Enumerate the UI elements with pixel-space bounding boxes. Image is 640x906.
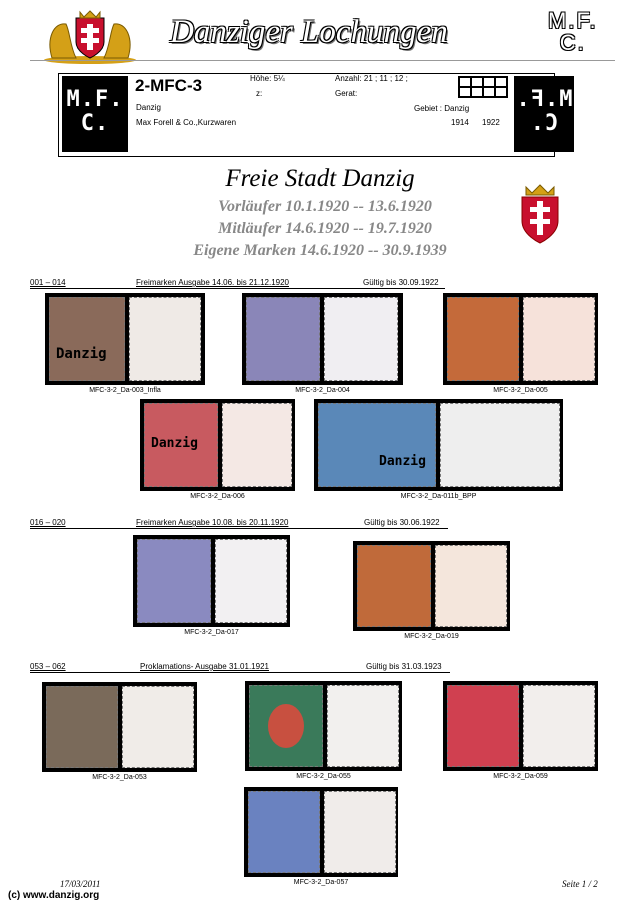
- caption-059: MFC-3-2_Da-059: [493, 773, 548, 780]
- section-2-desc: Freimarken Ausgabe 10.08. bis 20.11.1920: [136, 518, 289, 527]
- stamp-back: [324, 791, 396, 873]
- company-field: Max Forell & Co.,Kurzwaren: [136, 118, 237, 127]
- stamp-card-019: [353, 541, 510, 631]
- year-from: 1914: [451, 118, 469, 127]
- stamp-back: [324, 297, 398, 381]
- caption-057: MFC-3-2_Da-057: [293, 879, 349, 886]
- stamp-front: [357, 545, 431, 627]
- stamp-card-011b: [314, 399, 563, 491]
- header-perfin-mark: M.F. C.: [548, 8, 598, 55]
- section-2-valid: Gültig bis 30.06.1922: [364, 518, 440, 527]
- stamp-front: [49, 297, 125, 381]
- caption-006: MFC-3-2_Da-006: [190, 493, 245, 500]
- period-own-stamps: Eigene Marken 14.6.1920 -- 30.9.1939: [193, 242, 447, 259]
- section-1-rule: [30, 288, 445, 289]
- region-field: Gebiet : Danzig: [414, 104, 470, 113]
- period-concurrent: Mitläufer 14.6.1920 -- 19.7.1920: [218, 220, 432, 237]
- header-divider: [30, 60, 615, 61]
- caption-005: MFC-3-2_Da-005: [493, 387, 548, 394]
- stamp-card-057: [244, 787, 398, 877]
- stamp-card-055: [245, 681, 402, 771]
- year-to: 1922: [482, 118, 500, 127]
- section-3-range: 053 – 062: [30, 662, 66, 671]
- stamp-overprint: Danzig: [151, 436, 198, 451]
- caption-003: MFC-3-2_Da-003_Infla: [89, 387, 161, 394]
- section-1-desc: Freimarken Ausgabe 14.06. bis 21.12.1920: [136, 278, 289, 287]
- section-2-rule: [30, 528, 448, 529]
- stamp-back: [435, 545, 507, 627]
- perfin-image-right: [514, 76, 574, 152]
- danzig-shield-icon: [518, 181, 562, 245]
- section-3-rule: [30, 672, 450, 673]
- stamp-back: [122, 686, 194, 768]
- stamp-back: [222, 403, 292, 487]
- stamp-front: [447, 297, 519, 381]
- stamp-back: [523, 297, 595, 381]
- stamp-front: [318, 403, 436, 487]
- stamp-medallion: [268, 704, 304, 748]
- z-field: z:: [256, 89, 263, 98]
- stamp-back: [523, 685, 595, 767]
- danzig-coat-of-arms-icon: [40, 8, 140, 64]
- height-field: Höhe: 5¼: [250, 74, 285, 83]
- caption-017: MFC-3-2_Da-017: [184, 629, 239, 636]
- stamp-front: [46, 686, 118, 768]
- stamp-front: [447, 685, 519, 767]
- caption-011b: MFC-3-2_Da-011b_BPP: [400, 493, 477, 500]
- section-1-valid: Gültig bis 30.09.1922: [363, 278, 439, 287]
- stamp-front: [137, 539, 211, 623]
- stamp-card-059: [443, 681, 598, 771]
- period-forerunner: Vorläufer 10.1.1920 -- 13.6.1920: [218, 198, 432, 215]
- stamp-card-003: [45, 293, 205, 385]
- stamp-front: [246, 297, 320, 381]
- caption-055: MFC-3-2_Da-055: [296, 773, 351, 780]
- stamp-front: [249, 685, 323, 767]
- stamp-card-017: [133, 535, 290, 627]
- stamp-back: [440, 403, 560, 487]
- perfin-text-left: M.F. C.: [66, 87, 124, 136]
- perfin-image-left: [62, 76, 128, 152]
- page-title: Danziger Lochungen: [170, 14, 448, 50]
- position-grid: [458, 76, 508, 98]
- stamp-front: [144, 403, 218, 487]
- caption-004: MFC-3-2_Da-004: [295, 387, 350, 394]
- stamp-card-004: [242, 293, 403, 385]
- caption-019: MFC-3-2_Da-019: [404, 633, 459, 640]
- section-2-range: 016 – 020: [30, 518, 66, 527]
- main-title: Freie Stadt Danzig: [225, 165, 415, 192]
- footer-page: Seite 1 / 2: [562, 879, 598, 889]
- stamp-back: [215, 539, 287, 623]
- section-1-range: 001 – 014: [30, 278, 66, 287]
- section-3-valid: Gültig bis 31.03.1923: [366, 662, 442, 671]
- stamp-overprint: Danzig: [56, 346, 107, 362]
- caption-053: MFC-3-2_Da-053: [92, 774, 147, 781]
- footer-copyright: (c) www.danzig.org: [8, 890, 100, 901]
- city-field: Danzig: [136, 103, 161, 112]
- stamp-card-006: [140, 399, 295, 491]
- stamp-back: [129, 297, 201, 381]
- stamp-card-005: [443, 293, 598, 385]
- section-3-desc: Proklamations- Ausgabe 31.01.1921: [140, 662, 269, 671]
- device-field: Gerat:: [335, 89, 358, 98]
- stamp-overprint: Danzig: [379, 454, 426, 469]
- perfin-code: 2-MFC-3: [135, 76, 203, 95]
- perfin-text-right: M.F. C.: [515, 87, 573, 136]
- count-field: Anzahl: 21 ; 11 ; 12 ;: [335, 74, 408, 83]
- stamp-card-053: [42, 682, 197, 772]
- stamp-back: [327, 685, 399, 767]
- stamp-front: [248, 791, 320, 873]
- footer-date: 17/03/2011: [60, 879, 101, 889]
